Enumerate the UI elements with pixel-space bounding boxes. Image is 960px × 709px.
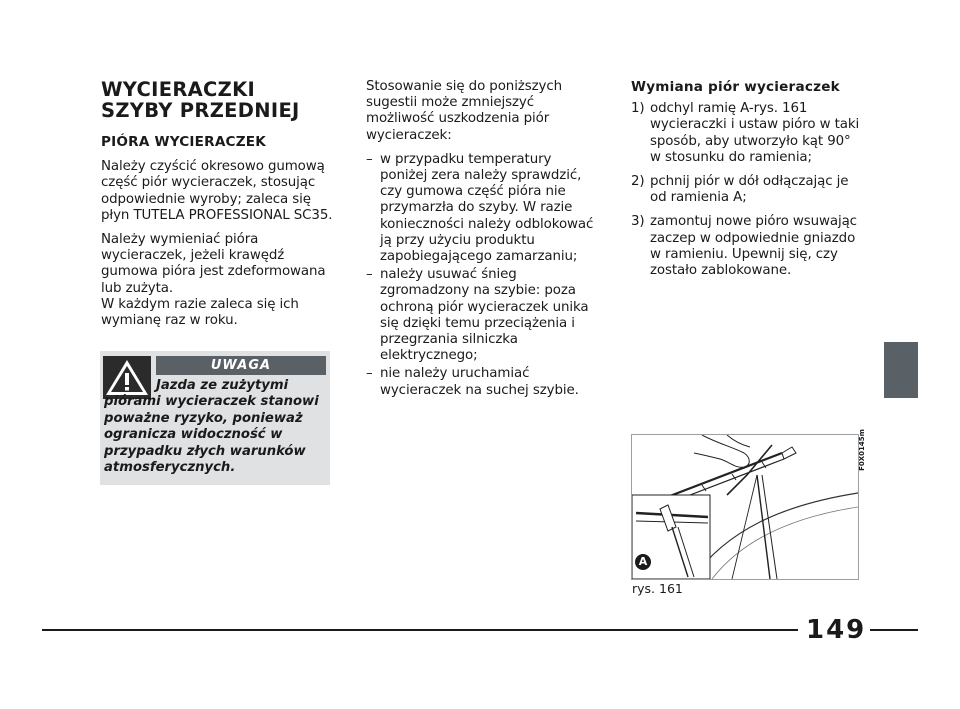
list-item	[366, 267, 598, 364]
figure-code-text: F0X0145m	[857, 429, 866, 471]
step-number: 1)	[631, 101, 645, 117]
paragraph: W każdym razie zaleca się ich wymianę raz w roku.	[101, 296, 299, 329]
intro-paragraph: Stosowanie się do poniższych sugestii może zmniejszyć możliwość uszkodzenia piór wycieraczek:	[366, 79, 563, 143]
right-column	[631, 79, 863, 287]
step-text: pchnij piór w dół odłączając je od ramienia A;	[650, 174, 849, 206]
wiper-illustration	[631, 434, 859, 580]
figure-code	[857, 428, 869, 478]
warning-text: Jazda ze zużytymi piórami wycieraczek stanowi poważne ryzyko, ponieważ ogranicza widoczność w przypadku złych warunków atmosferycznych.	[104, 378, 319, 476]
paragraph: Należy czyścić okresowo gumową część piór wycieraczek, stosując odpowiednie wyroby; zaleca się płyn TUTELA PROFESSIONAL SC35.	[101, 159, 333, 223]
list-item-text: nie należy uruchamiać wycieraczek na suchej szybie.	[380, 366, 579, 398]
part-label-a: A	[638, 555, 648, 568]
procedure-heading: Wymiana piór wycieraczek	[631, 79, 840, 95]
section-subtitle: PIÓRA WYCIERACZEK	[101, 134, 267, 150]
section-tab	[884, 342, 918, 398]
footer-rule	[42, 629, 798, 631]
step-item	[631, 214, 863, 279]
step-text: zamontuj nowe pióro wsuwając zaczep w odpowiednie gniazdo w ramieniu. Upewnij się, czy zostało zablokowane.	[650, 214, 857, 279]
page-number: 149	[806, 615, 867, 645]
list-item-text: należy usuwać śnieg zgromadzony na szybie: poza ochroną piór wycieraczek unika się dzięki temu przeciążenia i przegrzania silniczka elektrycznego;	[380, 267, 589, 364]
left-column	[101, 79, 333, 337]
step-text: odchyl ramię A-rys. 161 wycieraczki i ustaw pióro w taki sposób, aby utworzyło kąt 90° w stosunku do ramienia;	[650, 101, 860, 165]
figure-caption: rys. 161	[632, 581, 683, 596]
step-number: 3)	[631, 214, 645, 230]
paragraph: Należy wymieniać pióra wycieraczek, jeżeli krawędź gumowa pióra jest zdeformowana lub zużyta.	[101, 232, 326, 296]
warning-box	[100, 351, 330, 485]
step-item	[631, 101, 863, 166]
dash-marker: –	[366, 366, 373, 382]
list-item	[366, 366, 598, 398]
middle-column	[366, 79, 598, 401]
section-title: WYCIERACZKI SZYBY PRZEDNIEJ	[101, 78, 300, 122]
list-item-text: w przypadku temperatury poniżej zera należy sprawdzić, czy gumowa część pióra nie przymarzła do szyby. W razie konieczności należy odblokować ją przy użyciu produktu zapobiegającego zamarzaniu;	[380, 151, 594, 265]
dash-marker: –	[366, 267, 373, 283]
warning-heading: UWAGA	[156, 356, 326, 375]
step-number: 2)	[631, 174, 645, 190]
step-item	[631, 174, 863, 206]
dash-marker: –	[366, 151, 373, 167]
list-item	[366, 152, 598, 265]
footer-rule	[870, 629, 918, 631]
